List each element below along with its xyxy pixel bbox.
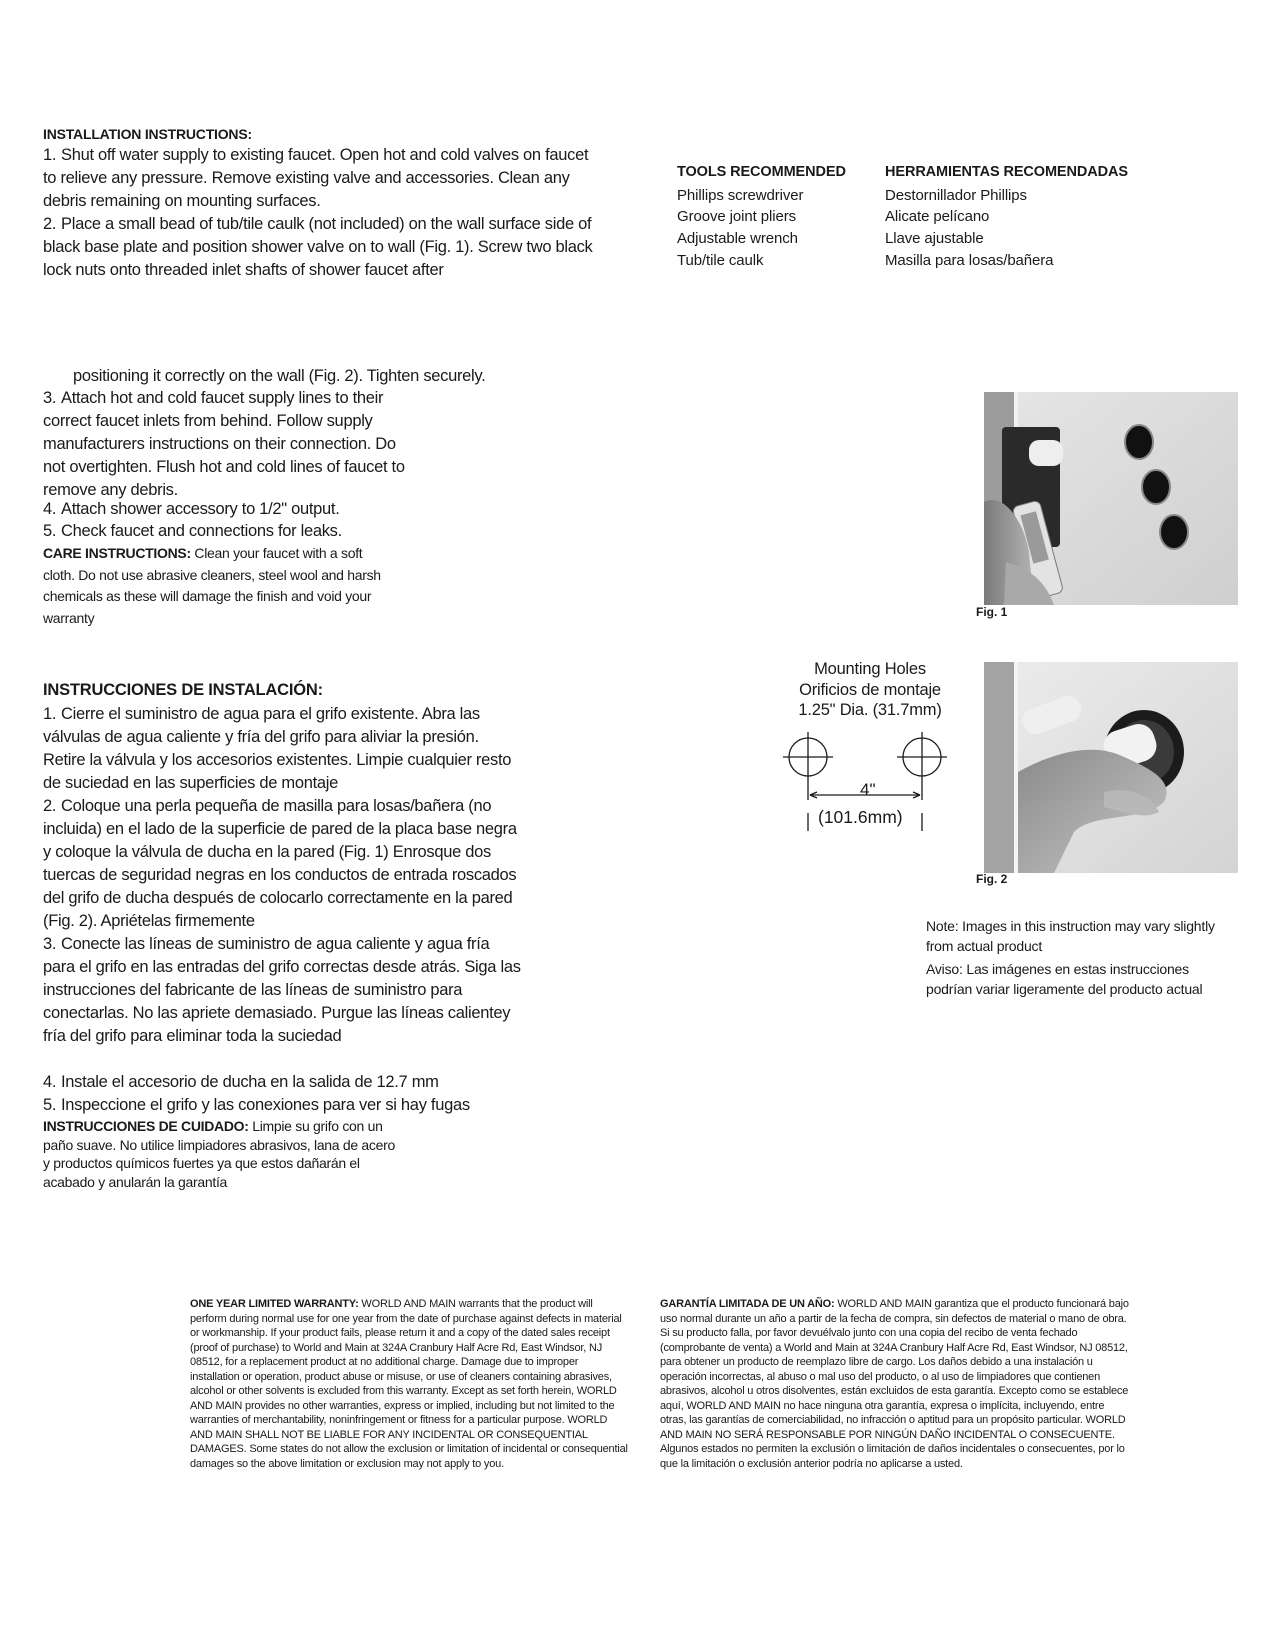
- install-es-heading: INSTRUCCIONES DE INSTALACIÓN:: [43, 681, 323, 699]
- install-es-step-5: [43, 1094, 521, 1117]
- mounting-spacing-mm: (101.6mm): [818, 807, 903, 827]
- care-instructions-es: [43, 1117, 403, 1191]
- install-es-step-3: [43, 933, 521, 1048]
- step-text: Coloque una perla pequeña de masilla para losas/bañera (no incluida) en el lado de la superficie de pared de la placa base negra y coloque la válvula de ducha en la pared (Fig. 1) Enrosque dos tuercas de seguridad negras en los conductos de entrada roscados del grifo de ducha después de colocarlo correctamente en la pared (Fig. 2). Apriételas firmemente: [43, 797, 517, 930]
- step-text: Instale el accesorio de ducha en la salida de 12.7 mm: [61, 1073, 439, 1091]
- mounting-diameter: 1.25" Dia. (31.7mm): [798, 701, 942, 719]
- mounting-title-en: Mounting Holes: [814, 660, 926, 678]
- care-label: INSTRUCCIONES DE CUIDADO:: [43, 1118, 249, 1134]
- note-en: Note: Images in this instruction may vary slightly from actual product: [926, 918, 1215, 954]
- tools-heading: TOOLS RECOMMENDED: [677, 164, 846, 180]
- step-text: Attach hot and cold faucet supply lines to their correct faucet inlets from behind. Follow supply manufacturers instructions on their connection. Do not overtighten. Flush hot and cold lines of faucet to remove any debris.: [43, 389, 405, 499]
- mounting-title-es: Orificios de montaje: [799, 680, 941, 699]
- install-es-step-4: [43, 1071, 521, 1094]
- step-number: 5.: [43, 522, 57, 540]
- care-label: CARE INSTRUCTIONS:: [43, 545, 191, 561]
- warranty-text: WORLD AND MAIN garantiza que el producto funcionará bajo uso normal durante un año a partir de la fecha de compra, sin defectos de material o mano de obra. Si su producto falla, por favor devuélvalo junto con una copia del recibo de venta fechado (comprobante de venta) a World and Main at 324A Cranbury Half Acre Rd, East Windsor, NJ 08512, para obtener un producto de reemplazo libre de cargo. Los daños debido a una instalación u operación incorrectas, al abuso o mal uso del producto, o al uso de limpiadores que contienen abrasivos, alcohol u otros disolventes, están excluidos de esta garantía. Excepto como se establece aquí, WORLD AND MAIN no hace ninguna otra garantía, expresa o implícita, incluyendo, entre otras, las garantías de comerciabilidad, no infracción o aptitud para un propósito particular. WORLD AND MAIN NO SERÁ RESPONSABLE POR NINGÚN DAÑO INCIDENTAL O CONSECUENTE. Algunos estados no permiten la exclusión o limitación de daños incidentales o consecuentes, por lo que la limitación o exclusión anterior podría no aplicarse a usted.: [660, 1298, 1129, 1470]
- step-text: Place a small bead of tub/tile caulk (not included) on the wall surface side of black base plate and position shower valve on to wall (Fig. 1). Screw two black lock nuts onto threaded inlet shafts of shower faucet after: [43, 215, 593, 279]
- install-en-step-2: [43, 213, 603, 282]
- tool-item: Tub/tile caulk: [677, 251, 764, 269]
- mounting-holes-label: [770, 659, 970, 721]
- tool-item: Masilla para losas/bañera: [885, 251, 1054, 269]
- tools-recommended-es: [885, 162, 1145, 272]
- step-number: 3.: [43, 389, 57, 407]
- mounting-spacing-inches: 4": [860, 780, 876, 799]
- step-number: 1.: [43, 146, 57, 164]
- install-en-heading: INSTALLATION INSTRUCTIONS:: [43, 126, 252, 142]
- install-en-step-2-continued: positioning it correctly on the wall (Fig. 2). Tighten securely.: [73, 367, 486, 385]
- tool-item: Groove joint pliers: [677, 208, 796, 226]
- step-number: 5.: [43, 1096, 57, 1114]
- step-number: 1.: [43, 705, 57, 723]
- care-text: Clean your faucet with a soft cloth. Do not use abrasive cleaners, steel wool and harsh chemicals as these will damage the finish and void your warranty: [43, 545, 381, 626]
- warranty-label: GARANTÍA LIMITADA DE UN AÑO:: [660, 1298, 835, 1310]
- step-text: Inspeccione el grifo y las conexiones para ver si hay fugas: [61, 1096, 470, 1114]
- care-instructions-en: [43, 543, 388, 629]
- step-text: Attach shower accessory to 1/2" output.: [61, 500, 340, 518]
- step-number: 4.: [43, 500, 57, 518]
- fig-1-photo: [984, 392, 1238, 605]
- warranty-en: [190, 1297, 630, 1471]
- install-en-step-4: [43, 498, 503, 521]
- care-text: Limpie su grifo con un paño suave. No utilice limpiadores abrasivos, lana de acero y productos químicos fuertes ya que estos dañarán el acabado y anularán la garantía: [43, 1118, 395, 1190]
- tool-item: Adjustable wrench: [677, 230, 798, 248]
- lock-nut-installation-illustration: [984, 662, 1238, 873]
- step-text: Conecte las líneas de suministro de agua caliente y agua fría para el grifo en las entradas del grifo correctas desde atrás. Siga las instrucciones del fabricante de las líneas de suministro para conectarlas. No las apriete demasiado. Purgue las líneas calientey fría del grifo para eliminar toda la suciedad: [43, 935, 521, 1045]
- tools-recommended-en: [677, 162, 877, 272]
- install-es-step-2: [43, 795, 521, 933]
- tool-item: Llave ajustable: [885, 230, 984, 248]
- step-text: Cierre el suministro de agua para el grifo existente. Abra las válvulas de agua caliente y fría del grifo para aliviar la presión. Retire la válvula y los accesorios existentes. Limpie cualquier resto de suciedad en las superficies de montaje: [43, 705, 512, 792]
- tool-item: Destornillador Phillips: [885, 186, 1027, 204]
- warranty-es: [660, 1297, 1130, 1471]
- install-en-step-5: [43, 520, 503, 543]
- warranty-label: ONE YEAR LIMITED WARRANTY:: [190, 1298, 359, 1310]
- step-number: 3.: [43, 935, 57, 953]
- step-text: Shut off water supply to existing faucet. Open hot and cold valves on faucet to relieve any pressure. Remove existing valve and accessories. Clean any debris remaining on mounting surfaces.: [43, 146, 589, 210]
- fig-2-label: Fig. 2: [976, 872, 1008, 886]
- tool-item: Alicate pelícano: [885, 208, 990, 226]
- fig-2-photo: [984, 662, 1238, 873]
- note-es: Aviso: Las imágenes en estas instrucciones podrían variar ligeramente del producto actual: [926, 961, 1203, 997]
- step-number: 4.: [43, 1073, 57, 1091]
- step-number: 2.: [43, 797, 57, 815]
- tools-heading: HERRAMIENTAS RECOMENDADAS: [885, 164, 1128, 180]
- caulk-application-illustration: [984, 392, 1238, 605]
- install-en-step-3: [43, 387, 413, 502]
- warranty-text: WORLD AND MAIN warrants that the product will perform during normal use for one year from the date of purchase against defects in material or workmanship. If your product fails, please return it and a copy of the dated sales receipt (proof of purchase) to World and Main at 324A Cranbury Half Acre Rd, East Windsor, NJ 08512, for a replacement product at no additional charge. Damage due to improper installation or operation, product abuse or misuse, or use of cleaners containing abrasives, alcohol or other solvents is excluded from this warranty. Except as set forth herein, WORLD AND MAIN provides no other warranties, express or implied, including but not limited to the warranties of merchantability, noninfringement or fitness for a particular purpose. WORLD AND MAIN SHALL NOT BE LIABLE FOR ANY INCIDENTAL OR CONSEQUENTIAL DAMAGES. Some states do not allow the exclusion or limitation of incidental or consequential damages so the above limitation or exclusion may not apply to you.: [190, 1298, 628, 1470]
- install-es-step-1: [43, 703, 521, 795]
- step-number: 2.: [43, 215, 57, 233]
- fig-1-label: Fig. 1: [976, 605, 1008, 619]
- install-en-step-1: [43, 144, 603, 213]
- tool-item: Phillips screwdriver: [677, 186, 804, 204]
- step-text: Check faucet and connections for leaks.: [61, 522, 342, 540]
